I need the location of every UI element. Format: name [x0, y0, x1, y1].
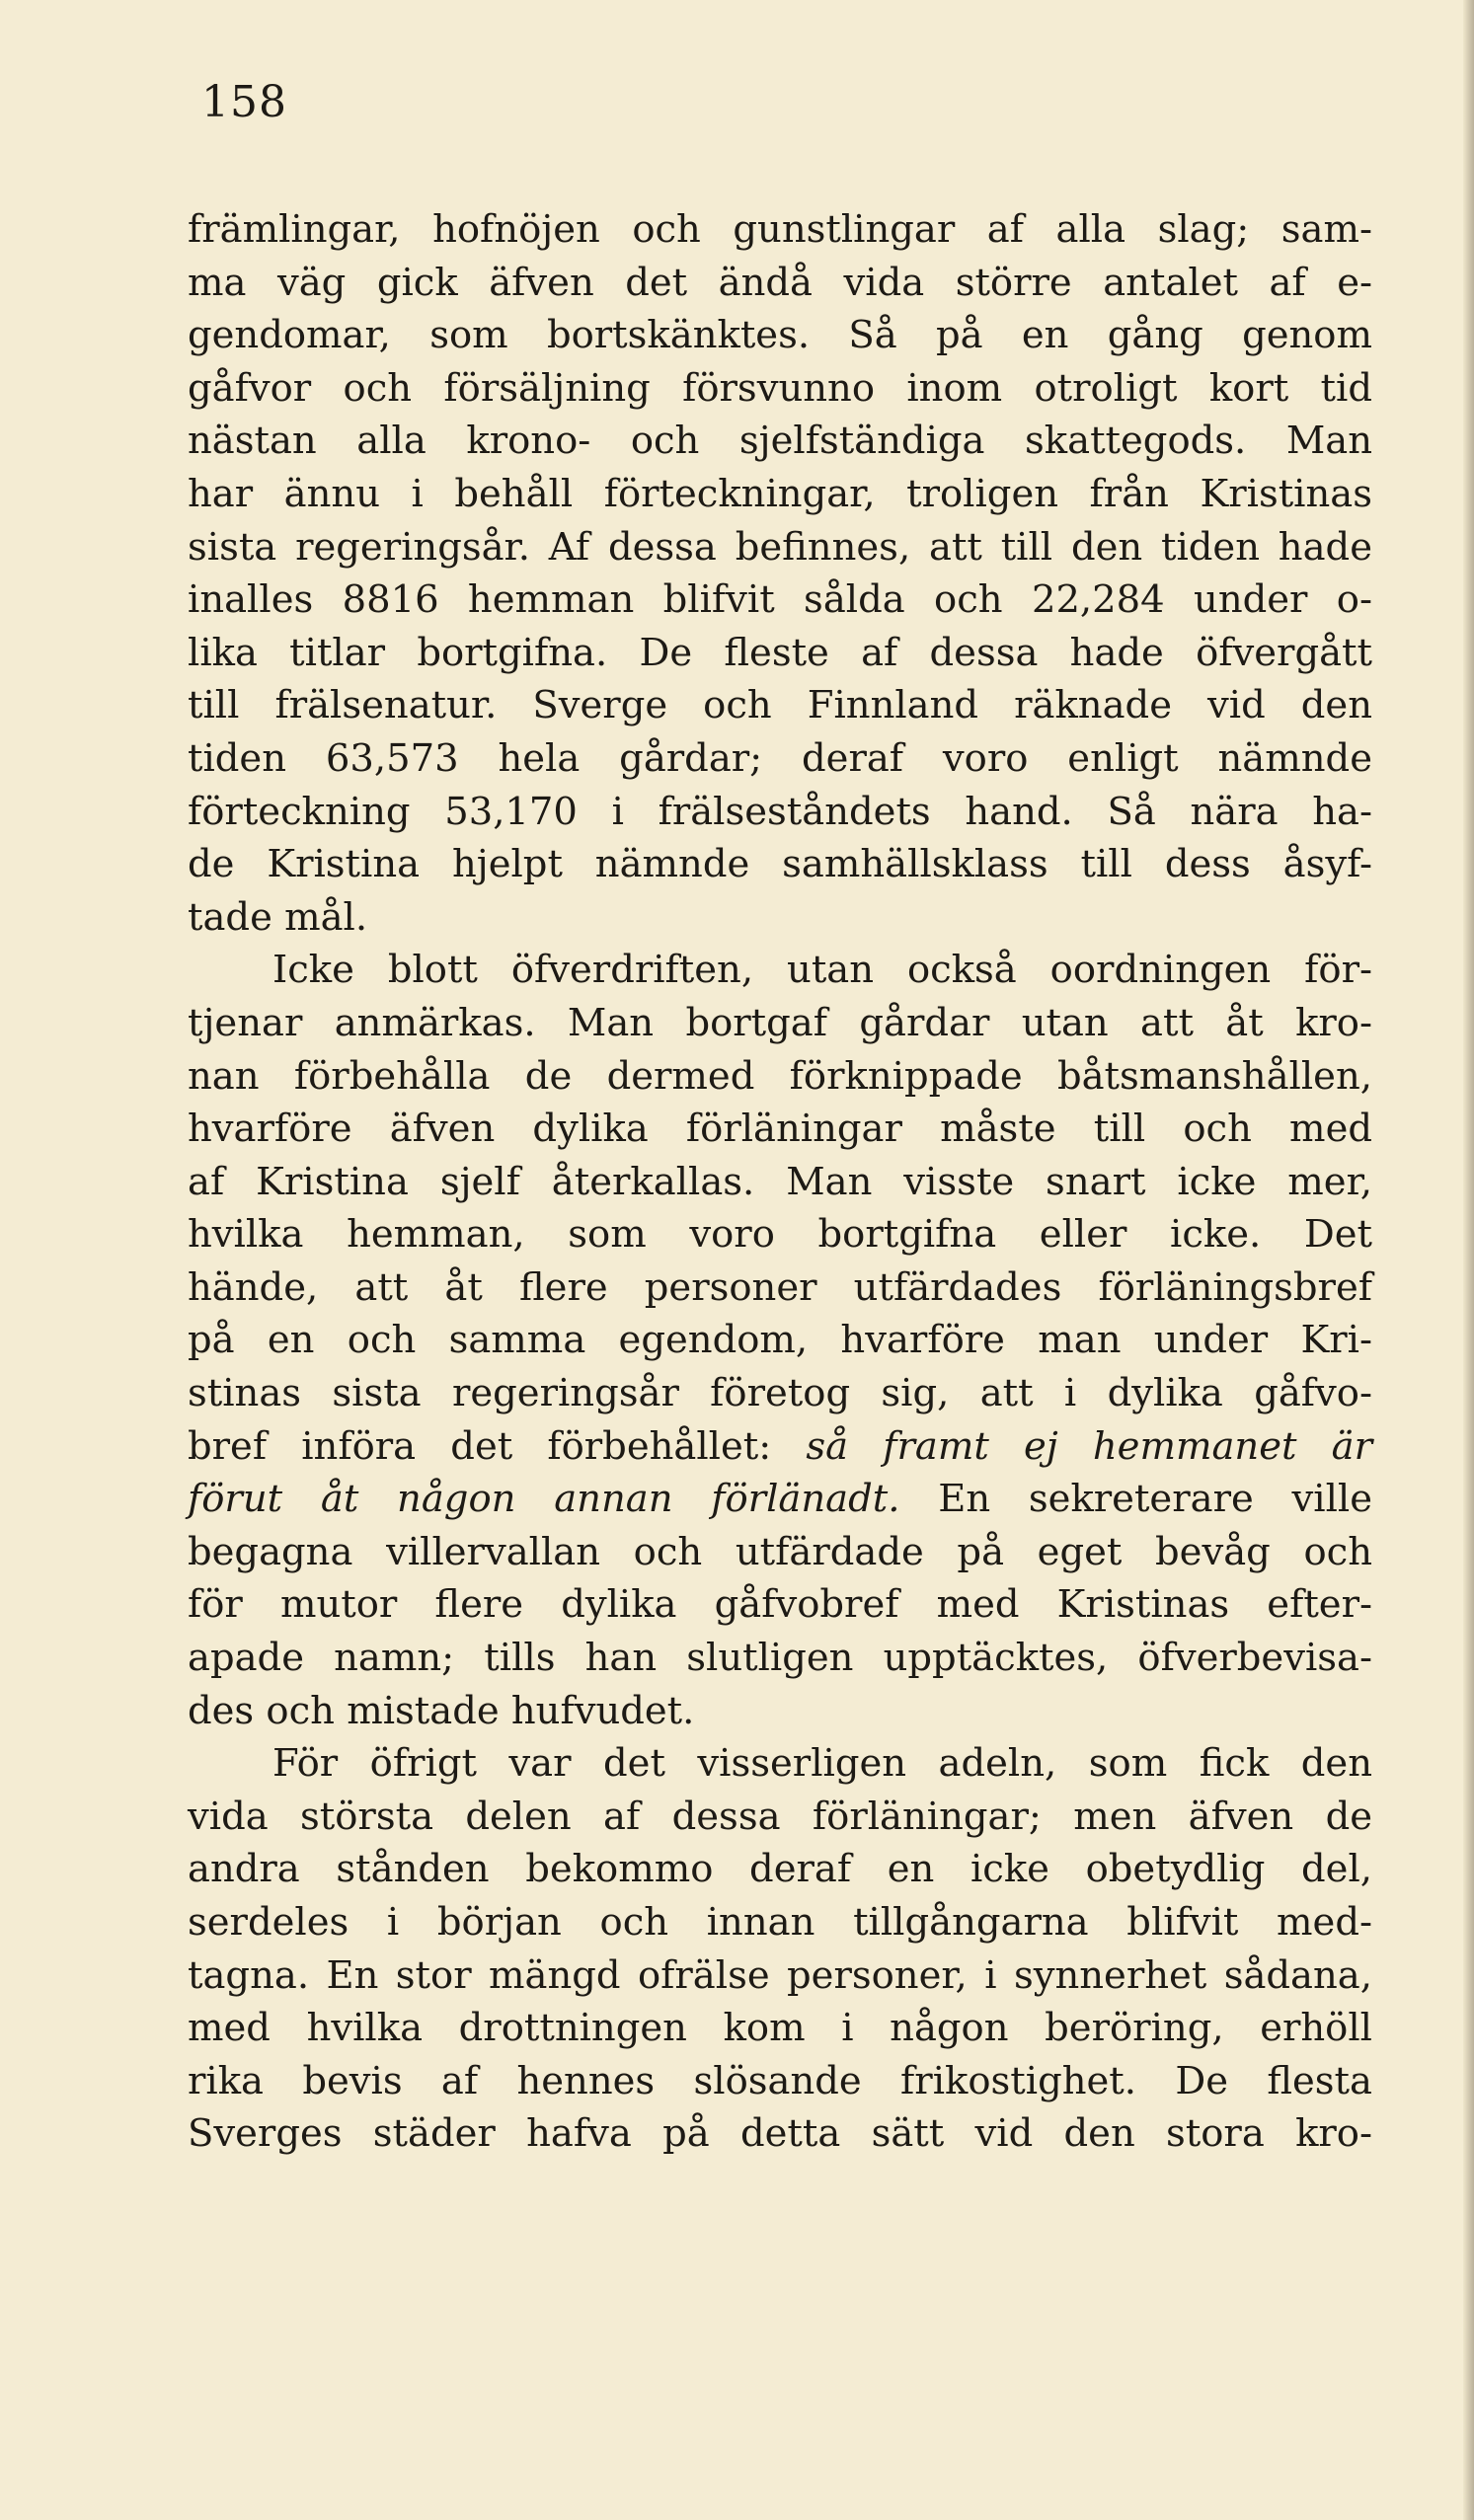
body-text — [188, 203, 1372, 2161]
text-span: hände, att åt flere personer utfärdades förläningsbref — [188, 1264, 1372, 1310]
text-span: hvilka hemman, som voro bortgifna eller icke. Det — [188, 1212, 1372, 1258]
text-span: För öfrigt var det visserligen adeln, som fick den — [272, 1741, 1372, 1787]
text-line — [188, 838, 1372, 891]
text-line — [188, 1578, 1372, 1632]
text-span: tjenar anmärkas. Man bortgaf gårdar utan att åt kro- — [188, 1000, 1372, 1045]
text-line — [188, 679, 1372, 732]
text-line — [188, 944, 1372, 997]
text-line — [188, 1685, 1372, 1738]
text-line — [188, 415, 1372, 468]
text-span: stinas sista regeringsår företog sig, att i dylika gåfvo- — [188, 1371, 1372, 1416]
text-line — [188, 1737, 1372, 1791]
text-line — [188, 1367, 1372, 1420]
text-span: sista regeringsår. Af dessa befinnes, att till den tiden hade — [188, 524, 1372, 570]
text-line — [188, 203, 1372, 257]
text-span: Sverges städer hafva på detta sätt vid den stora kro- — [188, 2111, 1372, 2157]
text-span: vida största delen af dessa förläningar; men äfven de — [188, 1794, 1372, 1839]
text-line — [188, 2107, 1372, 2161]
text-span: de Kristina hjelpt nämnde samhällsklass till dess åsyf- — [188, 842, 1372, 887]
text-line — [188, 1896, 1372, 1949]
page-number: 158 — [201, 77, 287, 127]
text-span: bref införa det förbehållet: — [188, 1423, 772, 1469]
text-span: begagna villervallan och utfärdade på eget bevåg och — [188, 1529, 1372, 1574]
text-line — [188, 1949, 1372, 2003]
text-span: serdeles i början och innan tillgångarna blifvit med- — [188, 1900, 1372, 1945]
text-span: En sekreterare ville — [899, 1477, 1373, 1522]
text-line — [188, 1420, 1372, 1474]
text-span: af Kristina sjelf återkallas. Man visste snart icke mer, — [188, 1159, 1372, 1204]
text-line — [188, 468, 1372, 521]
text-span: på en och samma egendom, hvarföre man under Kri- — [188, 1318, 1372, 1363]
text-line — [188, 1261, 1372, 1315]
text-span: till frälsenatur. Sverge och Finnland räknade vid den — [188, 683, 1372, 728]
text-span: hvarföre äfven dylika förläningar måste till och med — [188, 1107, 1372, 1152]
text-line — [188, 997, 1372, 1050]
text-span: inalles 8816 hemman blifvit sålda och 22,284 under o- — [188, 577, 1372, 623]
text-line — [188, 627, 1372, 680]
text-line — [188, 2002, 1372, 2055]
text-span: andra stånden bekommo deraf en icke obetydlig del, — [188, 1847, 1372, 1892]
text-span: har ännu i behåll förteckningar, troligen från Kristinas — [188, 471, 1372, 516]
text-line — [188, 309, 1372, 362]
text-span: tiden 63,573 hela gårdar; deraf voro enligt nämnde — [188, 735, 1372, 781]
text-line — [188, 362, 1372, 416]
italic-span: förut åt någon annan förlänadt. — [188, 1477, 900, 1522]
text-line — [188, 1156, 1372, 1209]
text-span: tade mål. — [188, 894, 368, 940]
text-span: förteckning 53,170 i frälseståndets hand. Så nära ha- — [188, 789, 1372, 834]
text-span: nan förbehålla de dermed förknippade båtsmanshållen, — [188, 1053, 1372, 1099]
text-line — [188, 1314, 1372, 1367]
text-span: des och mistade hufvudet. — [188, 1688, 695, 1733]
text-span: lika titlar bortgifna. De fleste af dessa hade öfvergått — [188, 630, 1372, 675]
text-line — [188, 573, 1372, 627]
italic-span: så framt ej hemmanet är — [771, 1423, 1372, 1469]
text-span: apade namn; tills han slutligen upptäcktes, öfverbevisa- — [188, 1636, 1372, 1681]
text-span: gåfvor och försäljning försvunno inom otroligt kort tid — [188, 365, 1372, 411]
text-line — [188, 1791, 1372, 1844]
text-line — [188, 891, 1372, 945]
text-line — [188, 1526, 1372, 1579]
text-span: nästan alla krono- och sjelfständiga skattegods. Man — [188, 419, 1372, 464]
text-line — [188, 1050, 1372, 1104]
text-line — [188, 1103, 1372, 1156]
text-span: tagna. En stor mängd ofrälse personer, i synnerhet sådana, — [188, 1952, 1372, 1998]
text-span: främlingar, hofnöjen och gunstlingar af alla slag; sam- — [188, 207, 1372, 252]
text-span: med hvilka drottningen kom i någon beröring, erhöll — [188, 2006, 1372, 2051]
text-span: ma väg gick äfven det ändå vida större antalet af e- — [188, 260, 1372, 305]
text-line — [188, 1208, 1372, 1261]
text-span: rika bevis af hennes slösande frikostighet. De flesta — [188, 2058, 1372, 2103]
text-line — [188, 1843, 1372, 1896]
text-line — [188, 257, 1372, 310]
text-span: Icke blott öfverdriften, utan också oordningen för- — [272, 948, 1372, 993]
text-line — [188, 521, 1372, 574]
text-span: gendomar, som bortskänktes. Så på en gång genom — [188, 313, 1372, 358]
text-line — [188, 732, 1372, 786]
text-line — [188, 2055, 1372, 2108]
text-line — [188, 1473, 1372, 1526]
page-edge — [1463, 0, 1474, 2520]
text-line — [188, 1632, 1372, 1685]
text-line — [188, 786, 1372, 839]
text-span: för mutor flere dylika gåfvobref med Kristinas efter- — [188, 1582, 1372, 1628]
